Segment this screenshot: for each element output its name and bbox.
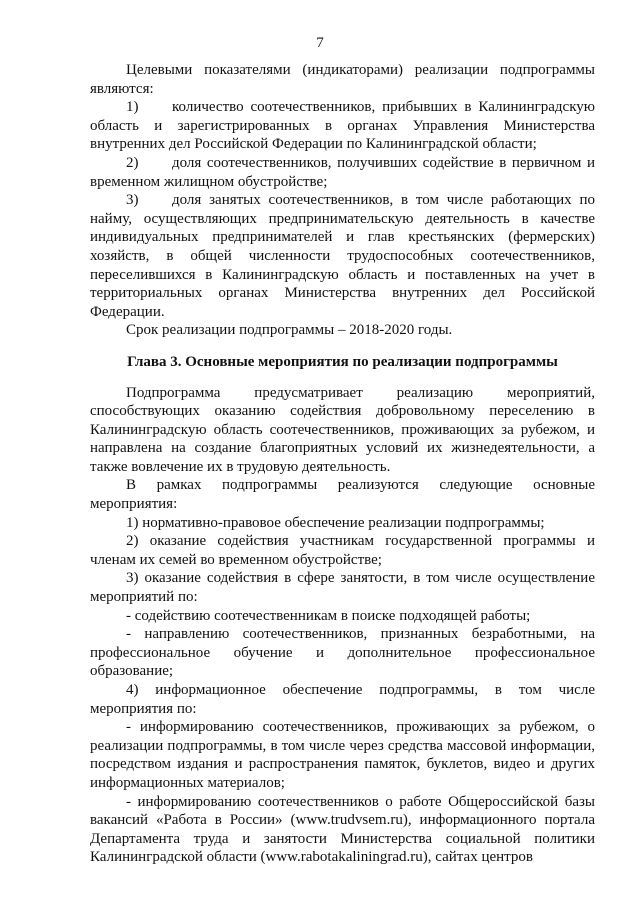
chapter-paragraph: - содействию соотечественникам в поиске подходящей работы; bbox=[126, 607, 531, 624]
document-body bbox=[90, 61, 595, 867]
chapter-paragraph: Подпрограмма предусматривает реализацию мероприятий, способствующих оказанию содействия добровольному переселению в Калининградскую область соотечественников, проживающих за рубежом, и направлена на создание благоприятных условий их жизнедеятельности, а также вовлечение их в трудовую деятельность. bbox=[90, 384, 595, 475]
term-paragraph: Срок реализации подпрограммы – 2018-2020 годы. bbox=[126, 322, 453, 339]
indicator-number: 3) bbox=[126, 192, 139, 209]
indicator-item-3 bbox=[90, 191, 595, 321]
chapter-paragraph: - информированию соотечественников, проживающих за рубежом, о реализации подпрограммы, в том числе через средства массовой информации, посредством издания и распространения памяток, буклетов, видео и других информационных материалов; bbox=[90, 719, 595, 791]
indicator-number: 2) bbox=[126, 154, 139, 171]
chapter-paragraph: 1) нормативно-правовое обеспечение реализации подпрограммы; bbox=[126, 514, 545, 531]
chapter-paragraph: 4) информационное обеспечение подпрограммы, в том числе мероприятия по: bbox=[90, 682, 595, 717]
chapter-paragraph: В рамках подпрограммы реализуются следующие основные мероприятия: bbox=[90, 477, 595, 513]
chapter-paragraph: 3) оказание содействия в сфере занятости, в том числе осуществление мероприятий по: bbox=[90, 570, 595, 606]
indicator-text: доля соотечественников, получивших содействие в первичном и временном жилищном обустройстве; bbox=[90, 154, 595, 190]
chapter-heading: Глава 3. Основные мероприятия по реализации подпрограммы bbox=[127, 353, 558, 370]
page-number: 7 bbox=[316, 35, 324, 51]
indicators-intro-paragraph: Целевыми показателями (индикаторами) реализации подпрограммы являются: bbox=[90, 62, 595, 97]
chapter-paragraph: - информированию соотечественников о работе Общероссийской базы вакансий «Работа в России» (www.trudvsem.ru), информационного портала Департамента труда и занятости Министерства социальной политики Калининградской области (www.rabotakaliningrad.ru), сайтах центров bbox=[90, 793, 595, 866]
chapter-paragraph: 2) оказание содействия участникам государственной программы и членам их семей во временном обустройстве; bbox=[90, 533, 595, 568]
indicator-number: 1) bbox=[126, 99, 139, 116]
indicator-item-2 bbox=[90, 154, 595, 191]
chapter-paragraph: - направлению соотечественников, признанных безработными, на профессиональное обучение и дополнительное профессиональное образование; bbox=[90, 626, 595, 680]
indicator-item-1 bbox=[90, 98, 595, 154]
indicator-text: доля занятых соотечественников, в том числе работающих по найму, осуществляющих предпринимательскую деятельность в качестве индивидуальных предпринимателей и глав крестьянских (фермерских) хозяйств, в общей численности трудоспособных соотечественников, переселившихся в Калининградскую область и поставленных на учет в территориальных органах Министерства внутренних дел Российской Федерации. bbox=[90, 192, 595, 320]
indicator-text: количество соотечественников, прибывших в Калининградскую область и зарегистрированных в органах Управления Министерства внутренних дел Российской Федерации по Калининградской области; bbox=[90, 99, 595, 153]
